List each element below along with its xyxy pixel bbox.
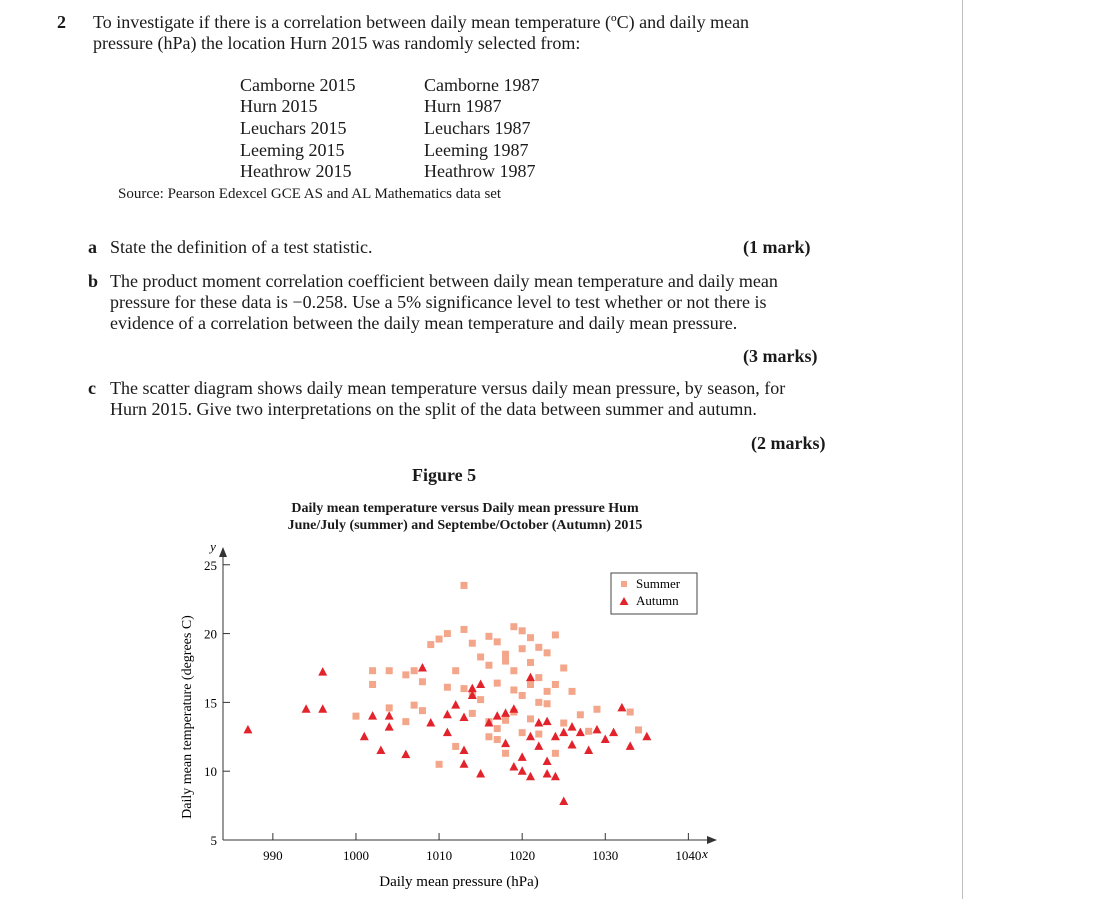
summer-point [402, 671, 409, 678]
summer-point [544, 688, 551, 695]
y-tick-label: 15 [204, 695, 217, 711]
autumn-point [518, 752, 527, 761]
summer-point [593, 706, 600, 713]
question-number: 2 [57, 12, 66, 32]
summer-point [419, 678, 426, 685]
y-tick-label: 25 [204, 557, 217, 573]
summer-point [452, 743, 459, 750]
chart-title-line-2: June/July (summer) and Septembe/October (Autumn) 2015 [287, 518, 643, 533]
part-c-letter: c [88, 378, 96, 398]
autumn-point [601, 735, 610, 744]
summer-point [510, 623, 517, 630]
autumn-point [401, 750, 410, 759]
autumn-point [476, 679, 485, 688]
summer-point [519, 692, 526, 699]
summer-point [386, 704, 393, 711]
figure-label: Figure 5 [412, 465, 477, 485]
autumn-point [418, 663, 427, 672]
autumn-point [526, 732, 535, 741]
y-axis-label: Daily mean temperature (degrees C) [180, 615, 195, 819]
y-tick-label: 5 [210, 833, 217, 848]
location-item: Leeming 2015 [240, 140, 345, 160]
summer-point [369, 681, 376, 688]
legend-summer-label: Summer [636, 576, 681, 591]
part-b-marks: (3 marks) [743, 346, 818, 366]
autumn-point [568, 740, 577, 749]
summer-point [494, 638, 501, 645]
summer-point [527, 659, 534, 666]
summer-point [560, 720, 567, 727]
autumn-point [360, 732, 369, 741]
chart-title [240, 500, 690, 534]
chart-title-line-1: Daily mean temperature versus Daily mean pressure Hum [291, 501, 639, 516]
autumn-point [592, 725, 601, 734]
x-axis-label: Daily mean pressure (hPa) [379, 874, 539, 890]
summer-point [461, 582, 468, 589]
intro-line-1: To investigate if there is a correlation between daily mean temperature (ºC) and daily mean [93, 12, 750, 32]
summer-point [552, 631, 559, 638]
summer-point [544, 649, 551, 656]
autumn-point [476, 769, 485, 778]
x-axis-arrow [707, 836, 717, 844]
autumn-point [584, 746, 593, 755]
part-a-text: State the definition of a test statistic. [110, 237, 373, 257]
autumn-point [617, 703, 626, 712]
autumn-point [426, 718, 435, 727]
y-tick-label: 10 [204, 764, 217, 780]
location-item: Heathrow 2015 [240, 161, 352, 181]
summer-point [485, 633, 492, 640]
autumn-point [460, 713, 469, 722]
part-c-line-2: Hurn 2015. Give two interpretations on the split of the data between summer and autumn. [110, 399, 757, 419]
location-item: Camborne 2015 [240, 75, 356, 95]
right-margin-rule [962, 0, 963, 899]
summer-point [627, 709, 634, 716]
summer-point [452, 667, 459, 674]
summer-point [577, 711, 584, 718]
summer-point [477, 696, 484, 703]
summer-point [369, 667, 376, 674]
autumn-point [385, 722, 394, 731]
summer-point [585, 728, 592, 735]
x-tick-label: 1010 [426, 848, 453, 863]
x-axis-symbol: x [702, 846, 708, 861]
data-points [243, 582, 651, 805]
summer-point [419, 707, 426, 714]
x-tick-label: 1030 [592, 848, 619, 863]
summer-point [494, 736, 501, 743]
summer-point [411, 667, 418, 674]
summer-point [535, 731, 542, 738]
autumn-point [518, 766, 527, 775]
summer-point [519, 729, 526, 736]
summer-point [352, 713, 359, 720]
summer-point [461, 626, 468, 633]
autumn-point [318, 667, 327, 676]
summer-point [502, 651, 509, 658]
x-tick-label: 1040 [675, 848, 702, 863]
autumn-point [509, 704, 518, 713]
summer-point [552, 681, 559, 688]
x-tick-label: 1020 [509, 848, 536, 863]
autumn-point [543, 769, 552, 778]
summer-point [635, 726, 642, 733]
autumn-point [534, 741, 543, 750]
autumn-point [576, 728, 585, 737]
part-c-line-1: The scatter diagram shows daily mean temperature versus daily mean pressure, by season, for [110, 378, 786, 398]
autumn-point [559, 796, 568, 805]
autumn-point [526, 673, 535, 682]
autumn-point [318, 704, 327, 713]
autumn-point [451, 700, 460, 709]
autumn-point [501, 708, 510, 717]
autumn-point [385, 711, 394, 720]
summer-point [444, 684, 451, 691]
summer-point [494, 725, 501, 732]
location-item: Leuchars 2015 [240, 118, 347, 138]
autumn-point [551, 732, 560, 741]
legend-summer-marker [621, 581, 627, 587]
y-axis-symbol: y [210, 539, 216, 554]
autumn-point [443, 728, 452, 737]
location-item: Leeming 1987 [424, 140, 529, 160]
autumn-point [551, 772, 560, 781]
summer-point [436, 761, 443, 768]
x-tick-label: 990 [263, 848, 283, 863]
autumn-point [376, 746, 385, 755]
part-b-line-3: evidence of a correlation between the daily mean temperature and daily mean pressure. [110, 313, 738, 333]
summer-point [485, 662, 492, 669]
summer-point [527, 715, 534, 722]
x-axis-ticks [263, 833, 701, 863]
part-b-letter: b [88, 271, 99, 291]
summer-point [544, 700, 551, 707]
autumn-point [526, 772, 535, 781]
summer-point [469, 640, 476, 647]
summer-point [444, 630, 451, 637]
location-item: Leuchars 1987 [424, 118, 531, 138]
summer-point [519, 645, 526, 652]
autumn-point [642, 732, 651, 741]
source-citation: Source: Pearson Edexcel GCE AS and AL Mathematics data set [118, 186, 502, 202]
summer-point [427, 641, 434, 648]
part-b-line-1: The product moment correlation coefficient between daily mean temperature and daily mean [110, 271, 778, 291]
autumn-point [368, 711, 377, 720]
autumn-point [534, 718, 543, 727]
part-a-marks: (1 mark) [743, 237, 811, 257]
autumn-point [568, 722, 577, 731]
location-item: Heathrow 1987 [424, 161, 536, 181]
autumn-point [559, 728, 568, 737]
summer-point [535, 699, 542, 706]
autumn-point [443, 710, 452, 719]
summer-point [560, 664, 567, 671]
summer-point [519, 627, 526, 634]
part-b-line-2: pressure for these data is −0.258. Use a 5% significance level to test whether or not there is [110, 292, 767, 312]
chart-legend [611, 573, 697, 614]
summer-point [535, 674, 542, 681]
part-a-letter: a [88, 237, 97, 257]
autumn-point [609, 728, 618, 737]
summer-point [502, 750, 509, 757]
scatter-chart [170, 530, 730, 895]
summer-point [502, 658, 509, 665]
location-item: Camborne 1987 [424, 75, 540, 95]
summer-point [436, 636, 443, 643]
autumn-point [543, 717, 552, 726]
autumn-point [626, 741, 635, 750]
summer-point [502, 717, 509, 724]
summer-point [461, 685, 468, 692]
legend-autumn-label: Autumn [636, 593, 679, 608]
autumn-point [460, 746, 469, 755]
summer-point [485, 733, 492, 740]
summer-point [386, 667, 393, 674]
y-axis-ticks [204, 558, 230, 848]
intro-line-2: pressure (hPa) the location Hurn 2015 was randomly selected from: [93, 33, 581, 53]
summer-point [552, 750, 559, 757]
x-tick-label: 1000 [342, 848, 369, 863]
summer-point [527, 634, 534, 641]
summer-point [510, 667, 517, 674]
y-axis-arrow [219, 547, 227, 557]
part-c-marks: (2 marks) [751, 433, 826, 453]
autumn-point [493, 711, 502, 720]
summer-point [469, 710, 476, 717]
summer-point [402, 718, 409, 725]
autumn-point [543, 757, 552, 766]
autumn-point [509, 762, 518, 771]
summer-point [535, 644, 542, 651]
summer-point [569, 688, 576, 695]
y-tick-label: 20 [204, 626, 217, 642]
autumn-point [501, 739, 510, 748]
summer-point [510, 686, 517, 693]
location-item: Hurn 1987 [424, 96, 502, 116]
summer-point [527, 681, 534, 688]
summer-point [494, 680, 501, 687]
autumn-point [302, 704, 311, 713]
autumn-point [243, 725, 252, 734]
summer-point [411, 702, 418, 709]
autumn-point [460, 759, 469, 768]
summer-point [477, 653, 484, 660]
location-item: Hurn 2015 [240, 96, 318, 116]
